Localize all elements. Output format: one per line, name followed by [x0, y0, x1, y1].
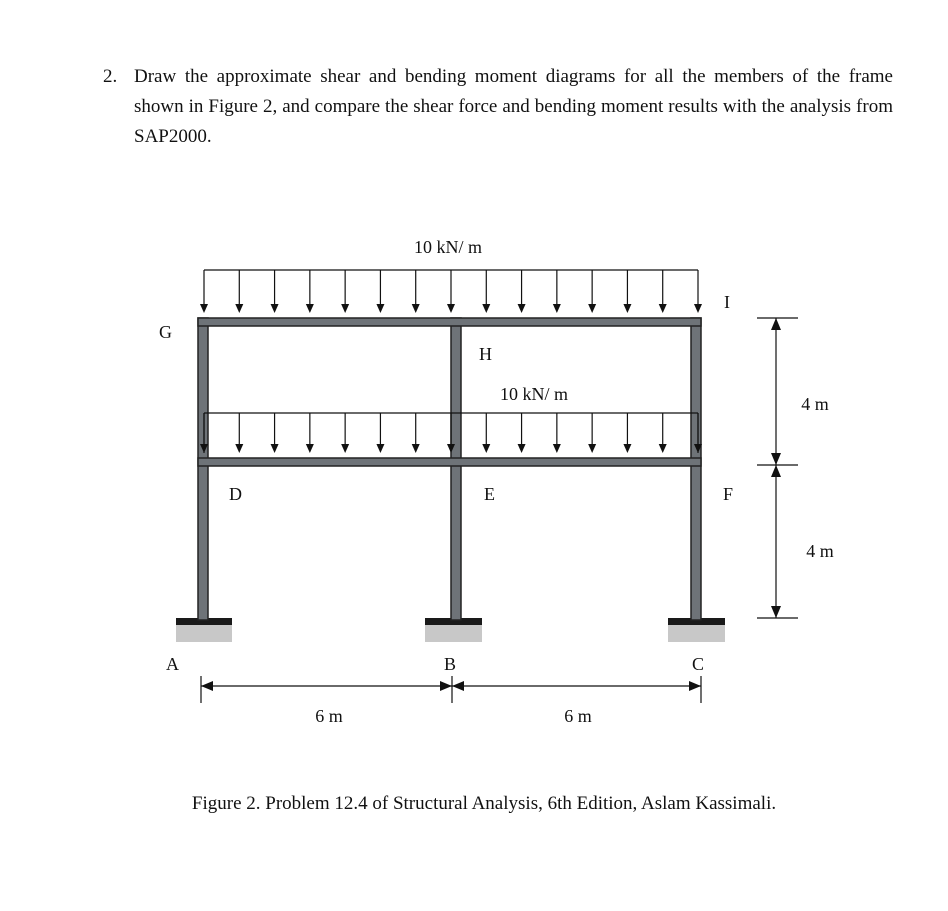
load-top-arrow-head: [200, 304, 208, 313]
support-base-C: [668, 625, 725, 642]
distributed-load-middle: [200, 413, 702, 453]
load-middle-arrow-head: [341, 444, 349, 453]
column-left: [198, 318, 208, 620]
load-top-arrow-head: [659, 304, 667, 313]
distributed-load-top: [200, 270, 702, 313]
load-middle-arrow-head: [518, 444, 526, 453]
dim-arrow-upper-bottom: [771, 453, 781, 465]
node-label-E: E: [484, 484, 495, 504]
dim-arrow-lower-bottom: [771, 606, 781, 618]
load-top-arrow-head: [588, 304, 596, 313]
column-middle: [451, 318, 461, 620]
dim-label-bay-left: 6 m: [315, 706, 343, 726]
load-middle-arrow-head: [271, 444, 279, 453]
column-right: [691, 318, 701, 620]
dim-arrow-BC-right: [689, 681, 701, 691]
load-middle-arrow-head: [412, 444, 420, 453]
load-middle-arrow-head: [588, 444, 596, 453]
load-middle-arrow-head: [623, 444, 631, 453]
beam-roof: [198, 318, 701, 326]
load-top-arrow-head: [271, 304, 279, 313]
dimension-vertical: [757, 318, 834, 618]
dim-arrow-AB-left: [201, 681, 213, 691]
load-middle-arrow-head: [235, 444, 243, 453]
load-top-arrow-head: [623, 304, 631, 313]
dim-arrow-BC-left: [452, 681, 464, 691]
beam-floor: [198, 458, 701, 466]
load-label-middle: 10 kN/ m: [499, 384, 569, 404]
node-label-C: C: [692, 654, 705, 674]
load-top-arrow-head: [376, 304, 384, 313]
load-top-arrow-head: [306, 304, 314, 313]
load-middle-arrow-head: [482, 444, 490, 453]
load-middle-arrow-head: [376, 444, 384, 453]
dimension-horizontal: [201, 676, 701, 726]
node-label-H: H: [479, 344, 492, 364]
support-A: [176, 618, 232, 642]
node-label-F: F: [723, 484, 734, 504]
load-middle-arrow-head: [659, 444, 667, 453]
figure-caption: Figure 2. Problem 12.4 of Structural Analysis, 6th Edition, Aslam Kassimali.: [191, 793, 777, 814]
dim-arrow-upper-top: [771, 318, 781, 330]
load-top-arrow-head: [235, 304, 243, 313]
dim-label-story-upper: 4 m: [801, 394, 829, 414]
support-base-B: [425, 625, 482, 642]
node-label-D: D: [229, 484, 242, 504]
load-top-arrow-head: [694, 304, 702, 313]
load-top-arrow-head: [553, 304, 561, 313]
load-label-top: 10 kN/ m: [413, 237, 483, 257]
problem-text: Draw the approximate shear and bending moment diagrams for all the members of the frame shown in Figure 2, and compare the shear force and bending moment results with the analysis from SAP2000.: [134, 66, 893, 147]
support-base-A: [176, 625, 232, 642]
load-top-arrow-head: [341, 304, 349, 313]
node-label-B: B: [444, 654, 457, 674]
load-top-arrow-head: [412, 304, 420, 313]
dim-label-bay-right: 6 m: [564, 706, 592, 726]
load-middle-arrow-head: [306, 444, 314, 453]
load-top-arrow-head: [482, 304, 490, 313]
dim-arrow-lower-top: [771, 465, 781, 477]
support-C: [668, 618, 725, 642]
load-top-arrow-head: [518, 304, 526, 313]
node-label-I: I: [724, 292, 730, 312]
support-B: [425, 618, 482, 642]
node-label-A: A: [166, 654, 179, 674]
load-middle-arrow-head: [553, 444, 561, 453]
dim-label-story-lower: 4 m: [806, 541, 834, 561]
node-label-G: G: [159, 322, 172, 342]
problem-number: 2.: [103, 66, 118, 87]
dim-arrow-AB-right: [440, 681, 452, 691]
load-top-arrow-head: [447, 304, 455, 313]
